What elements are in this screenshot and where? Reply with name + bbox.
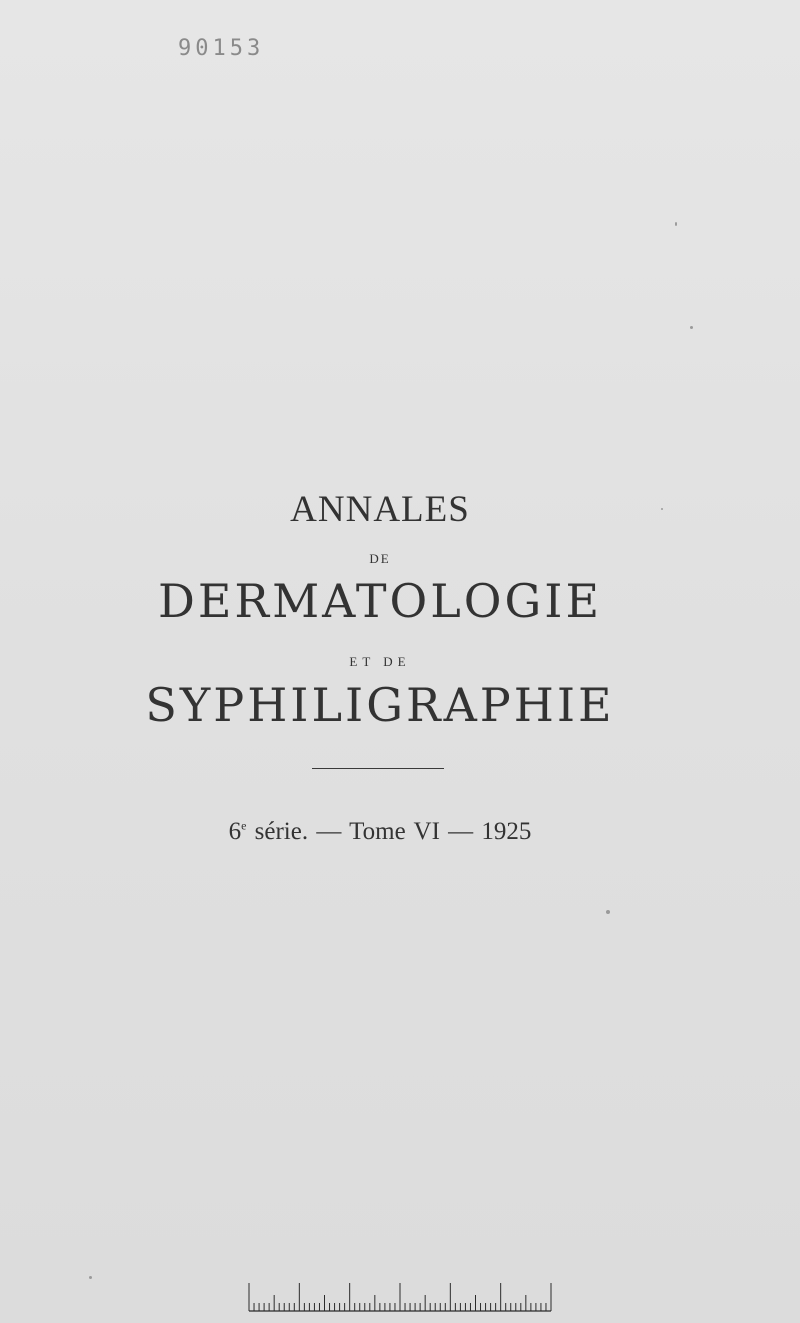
paper-speck — [606, 910, 610, 914]
divider-rule — [312, 768, 444, 769]
title-connector-et-de: ET DE — [349, 654, 411, 669]
inventory-stamp-number: 90153 — [178, 36, 265, 61]
title-syphiligraphie: SYPHILIGRAPHIE — [145, 678, 615, 732]
ordinal-superscript: e — [241, 818, 247, 833]
paper-speck — [89, 1276, 92, 1279]
paper-speck — [690, 326, 693, 329]
title-annales: ANNALES — [290, 489, 470, 530]
title-dermatologie: DERMATOLOGIE — [157, 574, 603, 628]
title-connector-de: DE — [369, 551, 391, 566]
series-volume-year: 6e série. — Tome VI — 1925 — [228, 818, 532, 845]
scale-ruler-icon — [248, 1282, 552, 1312]
paper-speck — [661, 508, 663, 510]
paper-speck — [675, 222, 677, 226]
